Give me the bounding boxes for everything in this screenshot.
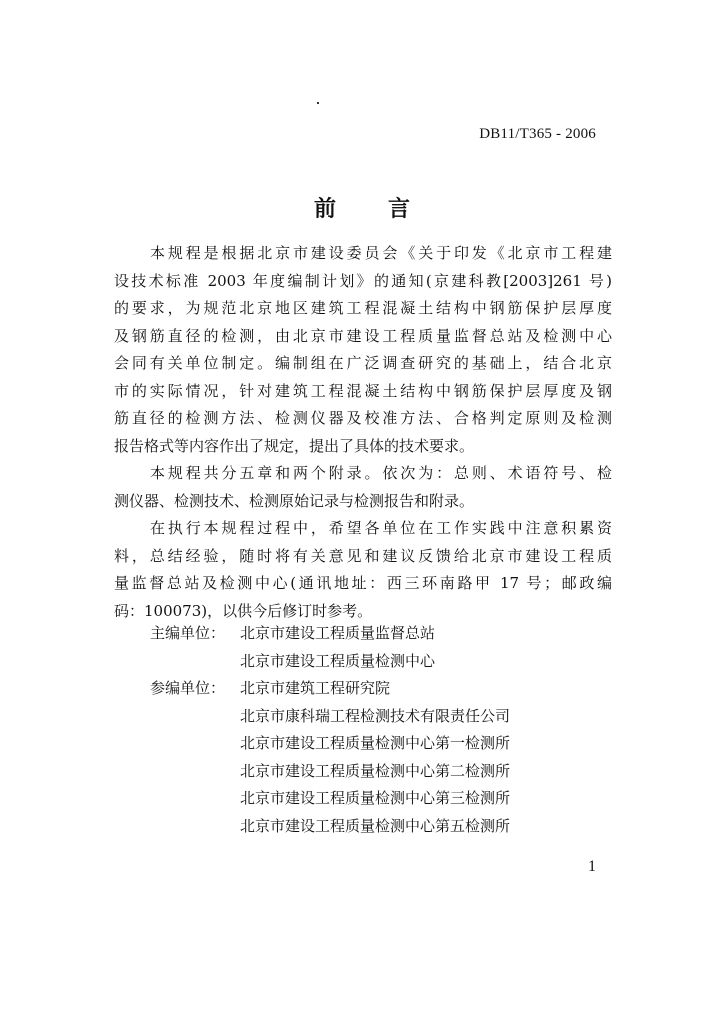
- unit-row: [150, 785, 510, 813]
- text-line: 及钢筋直径的检测，由北京市建设工程质量监督总站及检测中心: [114, 326, 612, 345]
- unit-name: 北京市建设工程质量检测中心第二检测所: [240, 761, 511, 780]
- title-char: 言: [388, 197, 411, 222]
- standard-code: DB11/T365 - 2006: [479, 126, 596, 142]
- unit-row: [150, 675, 510, 703]
- text-line: 市的实际情况，针对建筑工程混凝土结构中钢筋保护层厚度及钢: [114, 381, 612, 400]
- unit-name: 北京市建设工程质量检测中心第五检测所: [240, 816, 511, 835]
- unit-row: [150, 813, 510, 841]
- unit-row: [150, 758, 510, 786]
- paragraph: [114, 240, 612, 460]
- text-line: 在执行本规程过程中，希望各单位在工作实践中注意积累资: [150, 519, 612, 537]
- scan-dot: [317, 102, 319, 104]
- text-line: 会同有关单位制定。编制组在广泛调查研究的基础上，结合北京: [114, 354, 612, 372]
- text-line: 设技术标准 2003 年度编制计划》的通知(京建科教[2003]261 号): [114, 271, 612, 290]
- text-line: 筋直径的检测方法、检测仪器及校准方法、合格判定原则及检测: [114, 409, 612, 427]
- unit-name: 北京市建设工程质量检测中心第一检测所: [240, 734, 511, 752]
- text-line: 码：100073)，以供今后修订时参考。: [114, 601, 373, 620]
- text-line: 本规程共分五章和两个附录。依次为：总则、术语符号、检: [150, 464, 612, 482]
- paragraph: [114, 515, 612, 625]
- page-title: [0, 192, 724, 223]
- chief-unit-label: 主编单位：: [150, 624, 226, 642]
- unit-name: 北京市康科瑞工程检测技术有限责任公司: [240, 706, 511, 725]
- unit-name: 北京市建设工程质量检测中心第三检测所: [240, 789, 511, 807]
- text-line: 的要求，为规范北京地区建筑工程混凝土结构中钢筋保护层厚度: [114, 299, 612, 317]
- unit-row: [150, 620, 510, 648]
- unit-row: [150, 703, 510, 731]
- page-number: 1: [588, 858, 596, 875]
- unit-row: [150, 648, 510, 676]
- title-char: 前: [313, 197, 336, 222]
- drafting-units: [150, 620, 510, 840]
- text-line: 本规程是根据北京市建设委员会《关于印发《北京市工程建: [150, 244, 612, 262]
- paragraph: [114, 460, 612, 515]
- text-line: 料，总结经验，随时将有关意见和建议反馈给北京市建设工程质: [114, 546, 612, 565]
- unit-name: 北京市建筑工程研究院: [240, 679, 391, 697]
- participating-unit-label: 参编单位：: [150, 679, 226, 697]
- text-line: 报告格式等内容作出了规定，提出了具体的技术要求。: [114, 436, 475, 455]
- unit-name: 北京市建设工程质量监督总站: [240, 624, 436, 642]
- unit-row: [150, 730, 510, 758]
- preface-body: [114, 240, 612, 625]
- text-line: 测仪器、检测技术、检测原始记录与检测报告和附录。: [114, 491, 475, 510]
- unit-name: 北京市建设工程质量检测中心: [240, 651, 436, 670]
- text-line: 量监督总站及检测中心(通讯地址：西三环南路甲 17 号；邮政编: [114, 574, 612, 592]
